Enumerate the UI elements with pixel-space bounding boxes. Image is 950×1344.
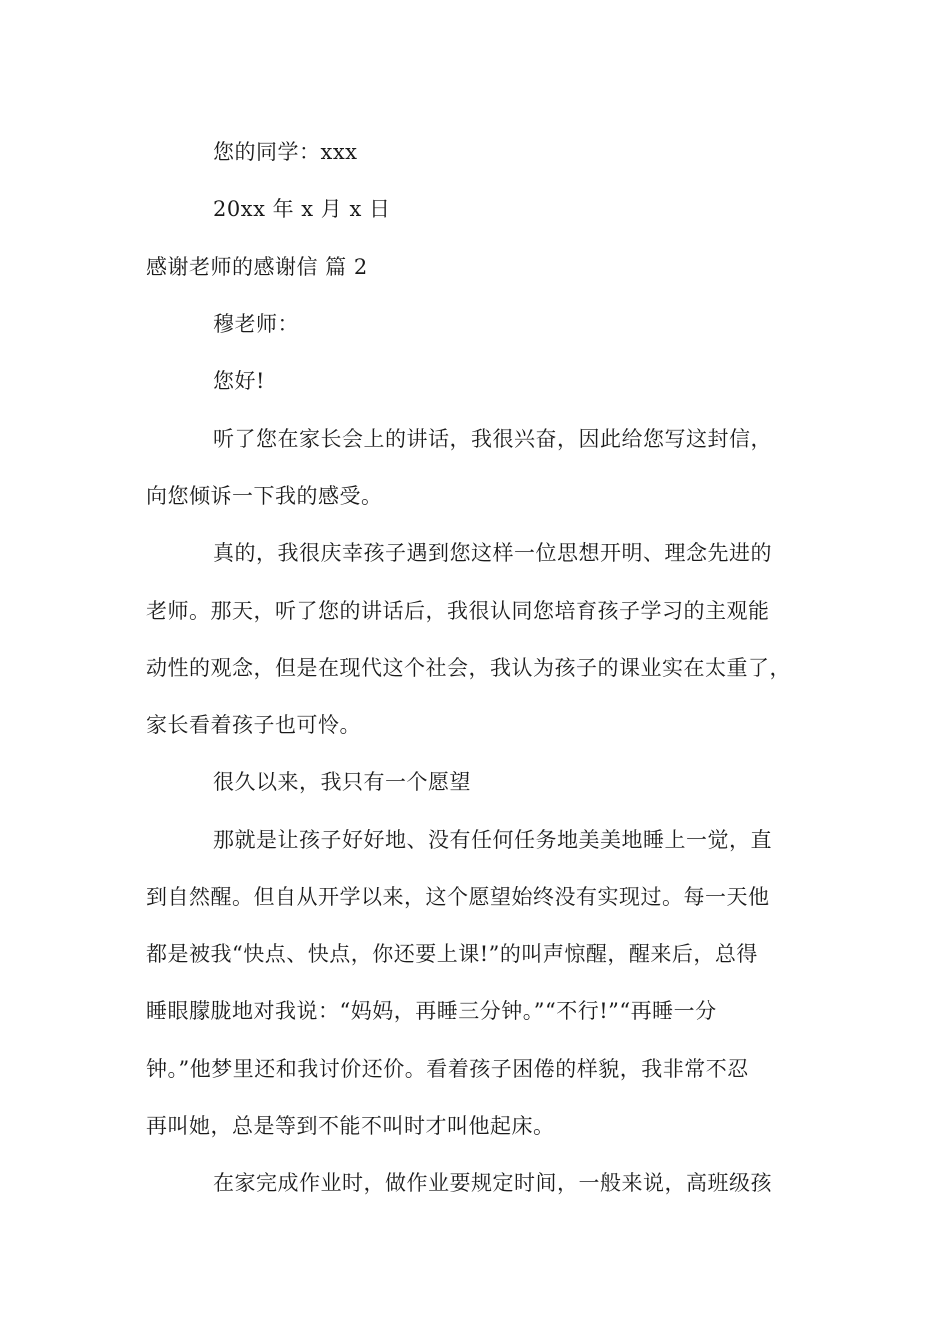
body-line: 动性的观念，但是在现代这个社会，我认为孩子的课业实在太重了， [146, 656, 791, 680]
body-line: 钟。”他梦里还和我讨价还价。看着孩子困倦的样貌，我非常不忍 [146, 1057, 749, 1081]
body-line: 听了您在家长会上的讲话，我很兴奋，因此给您写这封信， [213, 427, 772, 451]
body-line: 那就是让孩子好好地、没有任何任务地美美地睡上一觉，直 [213, 828, 772, 852]
body-line: 很久以来，我只有一个愿望 [213, 770, 471, 794]
body-line: 家长看着孩子也可怜。 [146, 713, 361, 737]
body-line: 老师。那天，听了您的讲话后，我很认同您培育孩子学习的主观能 [146, 599, 770, 623]
body-line: 再叫她，总是等到不能不叫时才叫他起床。 [146, 1114, 555, 1138]
letter-signature: 您的同学：xxx [213, 140, 358, 164]
section-title: 感谢老师的感谢信 篇 2 [146, 255, 368, 279]
greeting: 您好! [213, 369, 265, 393]
body-line: 到自然醒。但自从开学以来，这个愿望始终没有实现过。每一天他 [146, 885, 770, 909]
letter-date: 20xx 年 x 月 x 日 [213, 197, 391, 221]
body-line: 在家完成作业时，做作业要规定时间，一般来说，高班级孩 [213, 1171, 772, 1195]
body-line: 真的，我很庆幸孩子遇到您这样一位思想开明、理念先进的 [213, 541, 772, 565]
body-line: 都是被我“快点、快点，你还要上课!”的叫声惊醒，醒来后，总得 [146, 942, 758, 966]
salutation: 穆老师： [213, 312, 299, 336]
body-line: 睡眼朦胧地对我说：“妈妈，再睡三分钟。”“不行!”“再睡一分 [146, 999, 717, 1023]
body-line: 向您倾诉一下我的感受。 [146, 484, 383, 508]
